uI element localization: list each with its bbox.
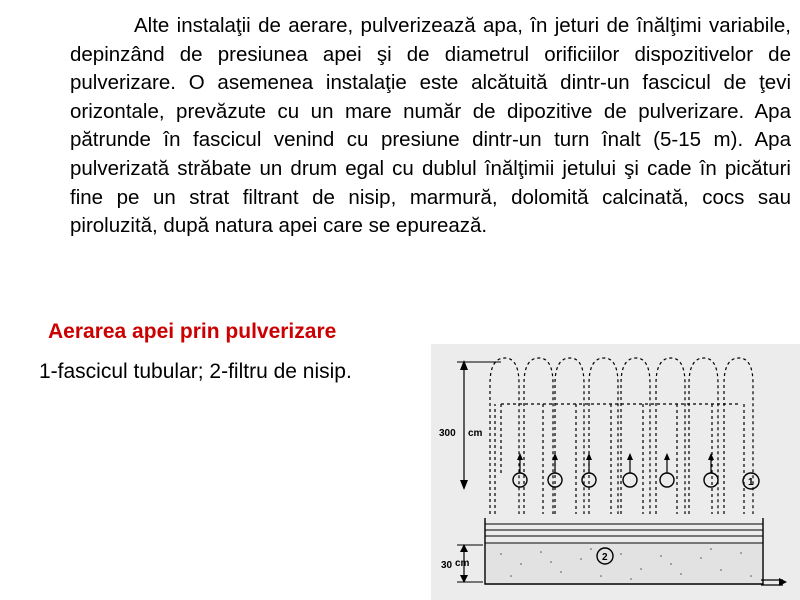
label-300-unit: cm: [468, 428, 483, 439]
aeration-diagram: [431, 344, 800, 600]
marker-2-label: 2: [602, 552, 608, 563]
label-300: 300: [439, 428, 456, 439]
nozzle: [513, 473, 527, 487]
label-30-unit: cm: [455, 558, 470, 569]
nozzle: [660, 473, 674, 487]
water-jets: [490, 358, 753, 514]
body-paragraph: Alte instalaţii de aerare, pulverizează apa, în jeturi de înălţimi variabile, depinzând de presiunea apei şi de diametrul orificiilor dispozitivelor de pulverizare. O asemenea instalaţie este alcătuită dintr-un fascicul de ţevi orizontale, prevăzute cu un mare număr de dipozitive de pulverizare. Apa pătrunde în fascicul venind cu presiune dintr-un turn înalt (5-15 m). Apa pulverizată străbate un drum egal cu dublul înălţimii jetului şi cade în picături fine pe un strat filtrant de nisip, marmură, dolomită calcinată, cocs sau piroluzită, după natura apei care se epurează.: [70, 14, 791, 238]
figure-legend: 1-fascicul tubular; 2-filtru de nisip.: [39, 360, 352, 383]
label-30: 30: [441, 560, 453, 571]
figure-title: Aerarea apei prin pulverizare: [48, 320, 337, 343]
spray-nozzles: [513, 453, 718, 487]
nozzle: [623, 473, 637, 487]
nozzle: [704, 473, 718, 487]
marker-1-label: 1: [748, 477, 754, 488]
filter-tank: [485, 518, 787, 586]
